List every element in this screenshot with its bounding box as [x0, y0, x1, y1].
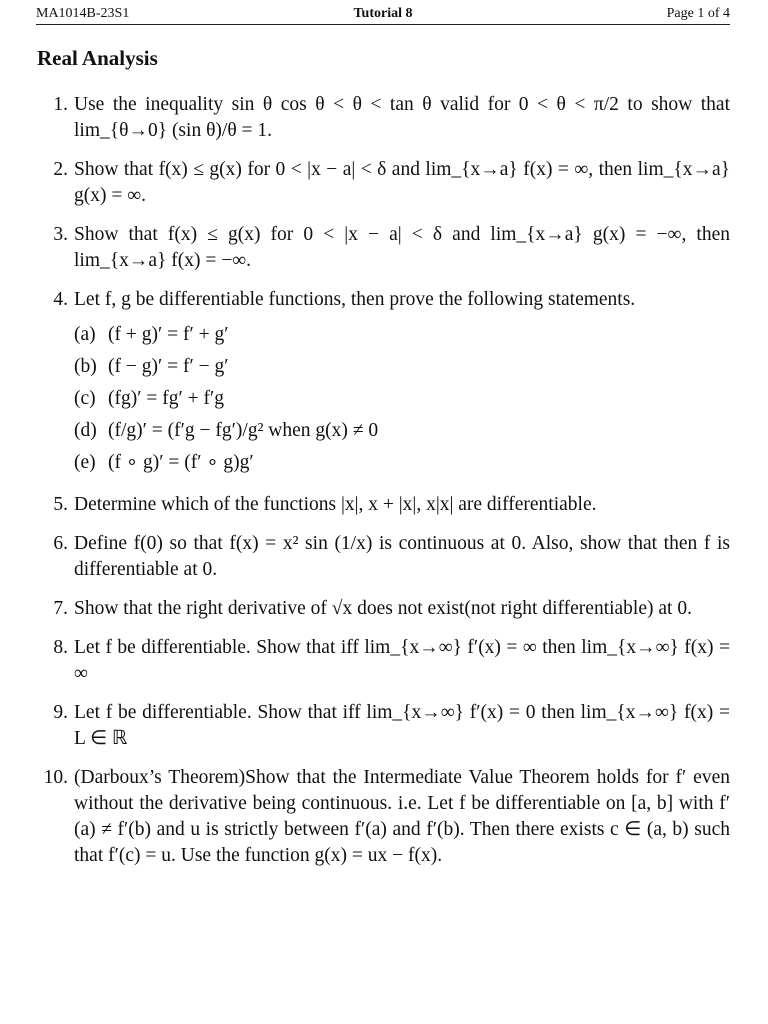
subpart-text: (f + g)′ = f′ + g′ — [108, 324, 229, 345]
problem-number: 1. — [53, 94, 68, 115]
page-header — [36, 6, 730, 26]
problem-number: 9. — [53, 702, 68, 723]
problem-number: 7. — [53, 598, 68, 619]
problem-text: Use the inequality sin θ cos θ < θ < tan θ valid for 0 < θ < π/2 to show that lim_{θ→0} (sin θ)/θ = 1. — [74, 94, 730, 141]
problem-text: (Darboux’s Theorem)Show that the Intermediate Value Theorem holds for f′ even without the derivative being continuous. i.e. Let f be differentiable on [a, b] with f′(a) ≠ f′(b) and u is strictly between f′(a) and f′(b). Then there exists c ∈ (a, b) such that f′(c) = u. Use the function g(x) = ux − f(x). — [74, 767, 730, 866]
problem-item — [0, 222, 768, 274]
problem-item — [0, 700, 768, 752]
problem-number: 10. — [43, 767, 68, 788]
subpart-label: (d) — [74, 420, 97, 441]
subpart-item — [74, 447, 730, 479]
subpart-list — [74, 319, 730, 479]
subpart-label: (e) — [74, 452, 96, 473]
problem-number: 4. — [53, 289, 68, 310]
problem-item — [0, 492, 768, 518]
problem-text: Show that f(x) ≤ g(x) for 0 < |x − a| < δ and lim_{x→a} f(x) = ∞, then lim_{x→a} g(x) = ∞. — [74, 159, 730, 206]
subpart-text: (f/g)′ = (f′g − fg′)/g² when g(x) ≠ 0 — [108, 420, 379, 441]
subpart-label: (b) — [74, 356, 97, 377]
problem-number: 2. — [53, 159, 68, 180]
problem-item — [0, 287, 768, 479]
header-divider — [36, 24, 730, 25]
subpart-item — [74, 319, 730, 351]
problem-item — [0, 92, 768, 144]
problem-text: Show that f(x) ≤ g(x) for 0 < |x − a| < δ and lim_{x→a} g(x) = −∞, then lim_{x→a} f(x) = −∞. — [74, 224, 730, 271]
problem-item — [0, 635, 768, 687]
problem-item — [0, 531, 768, 583]
subpart-text: (f ∘ g)′ = (f′ ∘ g)g′ — [108, 452, 254, 473]
problem-item — [0, 765, 768, 869]
section-title: Real Analysis — [37, 46, 158, 70]
page-number: Page 1 of 4 — [666, 6, 730, 21]
subpart-item — [74, 351, 730, 383]
tutorial-title: Tutorial 8 — [353, 6, 413, 21]
problem-item — [0, 157, 768, 209]
problem-number: 6. — [53, 533, 68, 554]
subpart-label: (a) — [74, 324, 96, 345]
problem-text: Show that the right derivative of √x does not exist(not right differentiable) at 0. — [74, 598, 692, 619]
course-code: MA1014B-23S1 — [36, 6, 130, 21]
problem-text: Let f be differentiable. Show that iff lim_{x→∞} f′(x) = ∞ then lim_{x→∞} f(x) = ∞ — [74, 637, 730, 684]
problem-number: 8. — [53, 637, 68, 658]
subpart-text: (f − g)′ = f′ − g′ — [108, 356, 229, 377]
problem-text: Define f(0) so that f(x) = x² sin (1/x) is continuous at 0. Also, show that then f is differentiable at 0. — [74, 533, 730, 580]
subpart-label: (c) — [74, 388, 96, 409]
problem-text: Determine which of the functions |x|, x + |x|, x|x| are differentiable. — [74, 494, 597, 515]
problem-text: Let f, g be differentiable functions, then prove the following statements. — [74, 289, 636, 310]
problem-number: 5. — [53, 494, 68, 515]
subpart-item — [74, 383, 730, 415]
problem-list — [0, 92, 768, 882]
problem-text: Let f be differentiable. Show that iff lim_{x→∞} f′(x) = 0 then lim_{x→∞} f(x) = L ∈ ℝ — [74, 702, 730, 749]
problem-item — [0, 596, 768, 622]
subpart-item — [74, 415, 730, 447]
problem-number: 3. — [53, 224, 68, 245]
subpart-text: (fg)′ = fg′ + f′g — [108, 388, 225, 409]
